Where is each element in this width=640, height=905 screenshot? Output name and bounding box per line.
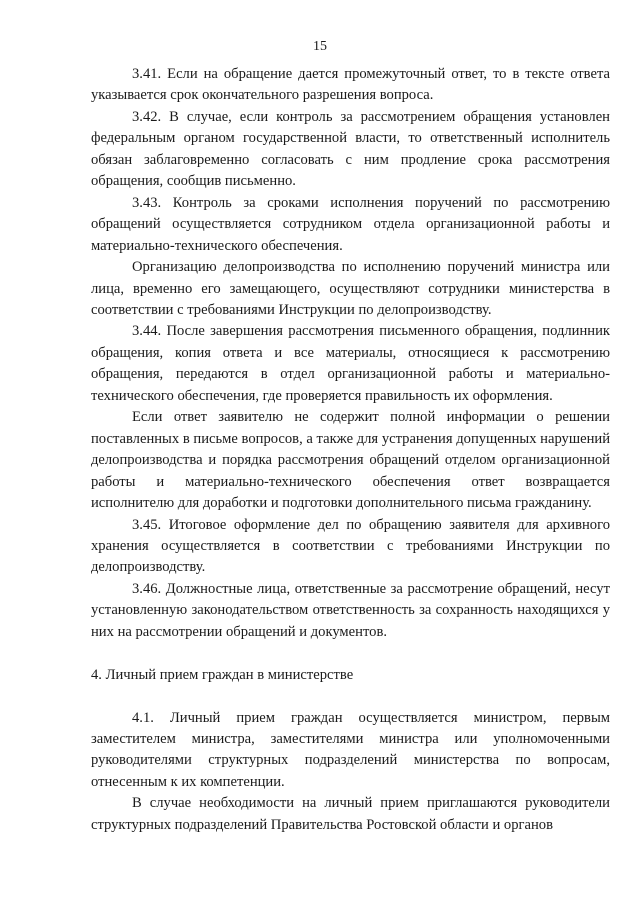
page-number: 15 [313, 39, 327, 54]
paragraph-4-1: 4.1. Личный прием граждан осуществляется министром, первым заместителем министра, заместителями министра или уполномоченными руководителями структурных подразделений министерства по вопросам, отнесенным к их компетенции. [91, 709, 610, 790]
paragraph-3-46: 3.46. Должностные лица, ответственные за рассмотрение обращений, несут установленную законодательством ответственность за сохранность находящихся у них на рассмотрении обращений и документов. [91, 580, 610, 640]
paragraph-incomplete-answer: Если ответ заявителю не содержит полной информации о решении поставленных в письме вопросов, а также для устранения допущенных нарушений делопроизводства и порядка рассмотрения обращений отделом организационной работы и материально-технического обеспечения ответ возвращается исполнителю для доработки и подготовки дополнительного письма гражданину. [91, 409, 610, 512]
section-heading: 4. Личный прием граждан в министерстве [91, 666, 354, 683]
paragraph-invitation: В случае необходимости на личный прием приглашаются руководители структурных подразделений Правительства Ростовской области и органов [91, 795, 610, 833]
paragraph-3-43: 3.43. Контроль за сроками исполнения поручений по рассмотрению обращений осуществляется сотрудником отдела организационной работы и материально-технического обеспечения. [91, 194, 610, 254]
paragraph-records-management: Организацию делопроизводства по исполнению поручений министра или лица, временно его замещающего, осуществляют сотрудники министерства в соответствии с требованиями Инструкции по делопроизводству. [91, 259, 610, 318]
paragraph-3-44: 3.44. После завершения рассмотрения письменного обращения, подлинник обращения, копия ответа и все материалы, относящиеся к рассмотрению обращения, передаются в отдел организационной работы и материально-технического обеспечения, где проверяется правильность их оформления. [91, 323, 610, 404]
paragraph-3-41: 3.41. Если на обращение дается промежуточный ответ, то в тексте ответа указывается срок окончательного разрешения вопроса. [91, 66, 610, 104]
document-body [91, 64, 610, 836]
paragraph-3-42: 3.42. В случае, если контроль за рассмотрением обращения установлен федеральным органом государственной власти, то ответственный исполнитель обязан заблаговременно согласовать с ним продление срока рассмотрения обращения, сообщив письменно. [91, 108, 610, 190]
paragraph-3-45: 3.45. Итоговое оформление дел по обращению заявителя для архивного хранения осуществляется в соответствии с требованиями Инструкции по делопроизводству. [91, 516, 610, 576]
